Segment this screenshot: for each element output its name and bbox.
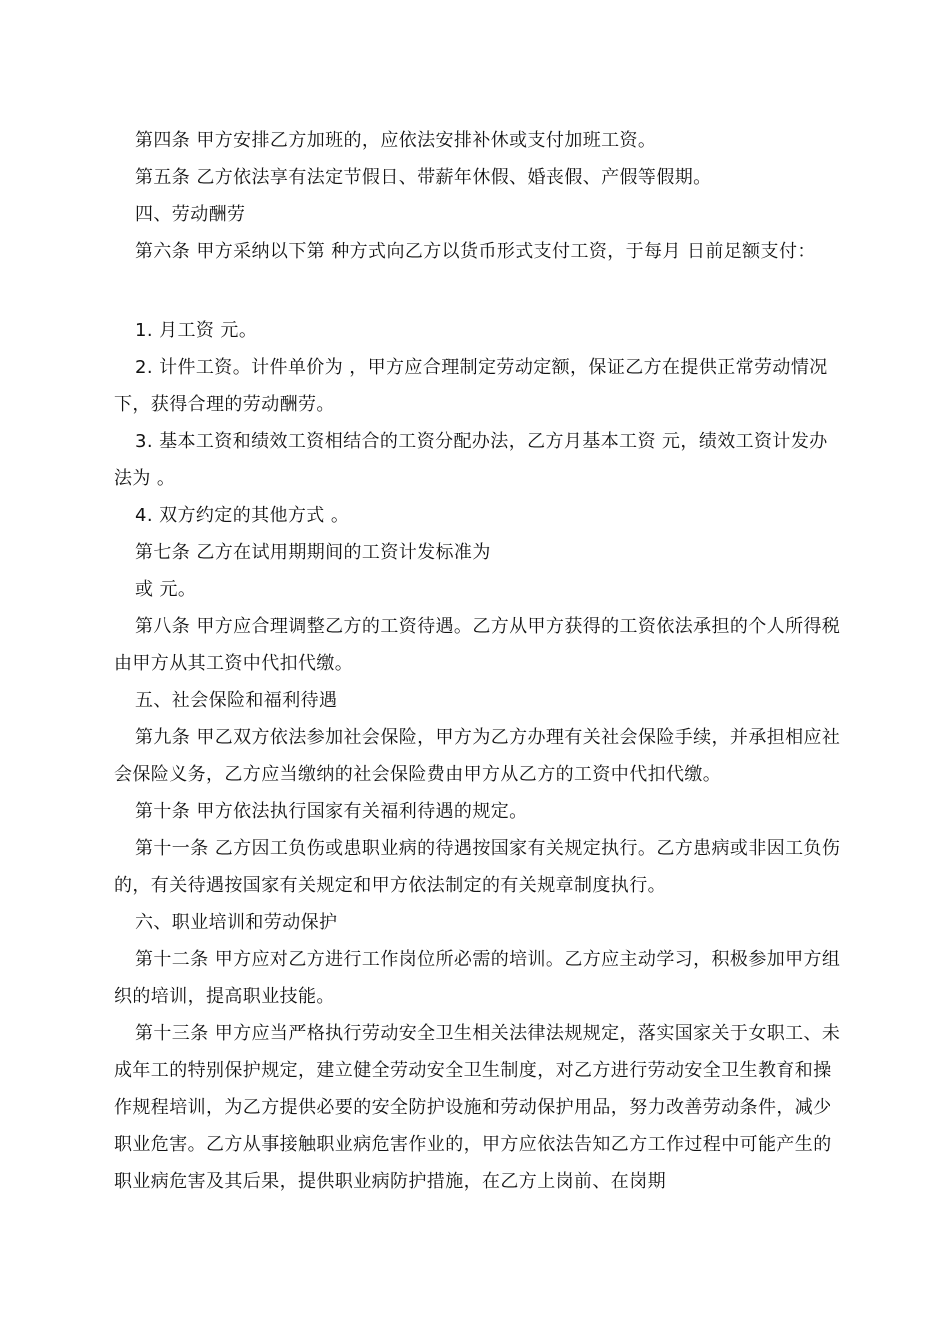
article-8: 第八条 甲方应合理调整乙方的工资待遇。乙方从甲方获得的工资依法承担的个人所得税由甲方从其工资中代扣代缴。: [114, 616, 841, 674]
wage-option-3: 3. 基本工资和绩效工资相结合的工资分配办法，乙方月基本工资 元，绩效工资计发办法为 。: [114, 431, 828, 489]
article-9: 第九条 甲乙双方依法参加社会保险，甲方为乙方办理有关社会保险手续，并承担相应社会保险义务，乙方应当缴纳的社会保险费由甲方从乙方的工资中代扣代缴。: [114, 727, 841, 785]
document-body: [114, 122, 844, 1200]
section-heading-compensation: 四、劳动酬劳: [135, 204, 246, 225]
wage-option-2: 2. 计件工资。计件单价为 ，甲方应合理制定劳动定额，保证乙方在提供正常劳动情况下，获得合理的劳动酬劳。: [114, 357, 828, 415]
blank-line: [114, 270, 844, 312]
article-13: 第十三条 甲方应当严格执行劳动安全卫生相关法律法规规定，落实国家关于女职工、未成年工的特别保护规定，建立健全劳动安全卫生制度，对乙方进行劳动安全卫生教育和操作规程培训，为乙方提供必要的安全防护设施和劳动保护用品，努力改善劳动条件，减少职业危害。乙方从事接触职业病危害作业的，甲方应依法告知乙方工作过程中可能产生的职业病危害及其后果，提供职业病防护措施，在乙方上岗前、在岗期: [114, 1023, 841, 1192]
section-heading-training: 六、职业培训和劳动保护: [135, 912, 338, 933]
article-6: 第六条 甲方采纳以下第 种方式向乙方以货币形式支付工资，于每月 日前足额支付：: [135, 241, 816, 262]
article-10: 第十条 甲方依法执行国家有关福利待遇的规定。: [135, 801, 528, 822]
section-heading-social-insurance: 五、社会保险和福利待遇: [135, 690, 338, 711]
article-7-continuation: 或 元。: [135, 579, 197, 600]
article-7: 第七条 乙方在试用期期间的工资计发标准为: [135, 542, 491, 563]
wage-option-1: 1. 月工资 元。: [135, 320, 258, 341]
article-11: 第十一条 乙方因工负伤或患职业病的待遇按国家有关规定执行。乙方患病或非因工负伤的，有关待遇按国家有关规定和甲方依法制定的有关规章制度执行。: [114, 838, 841, 896]
article-5: 第五条 乙方依法享有法定节假日、带薪年休假、婚丧假、产假等假期。: [135, 167, 712, 188]
article-4: 第四条 甲方安排乙方加班的，应依法安排补休或支付加班工资。: [135, 130, 657, 151]
article-12: 第十二条 甲方应对乙方进行工作岗位所必需的培训。乙方应主动学习，积极参加甲方组织的培训，提高职业技能。: [114, 949, 841, 1007]
wage-option-4: 4. 双方约定的其他方式 。: [135, 505, 350, 526]
